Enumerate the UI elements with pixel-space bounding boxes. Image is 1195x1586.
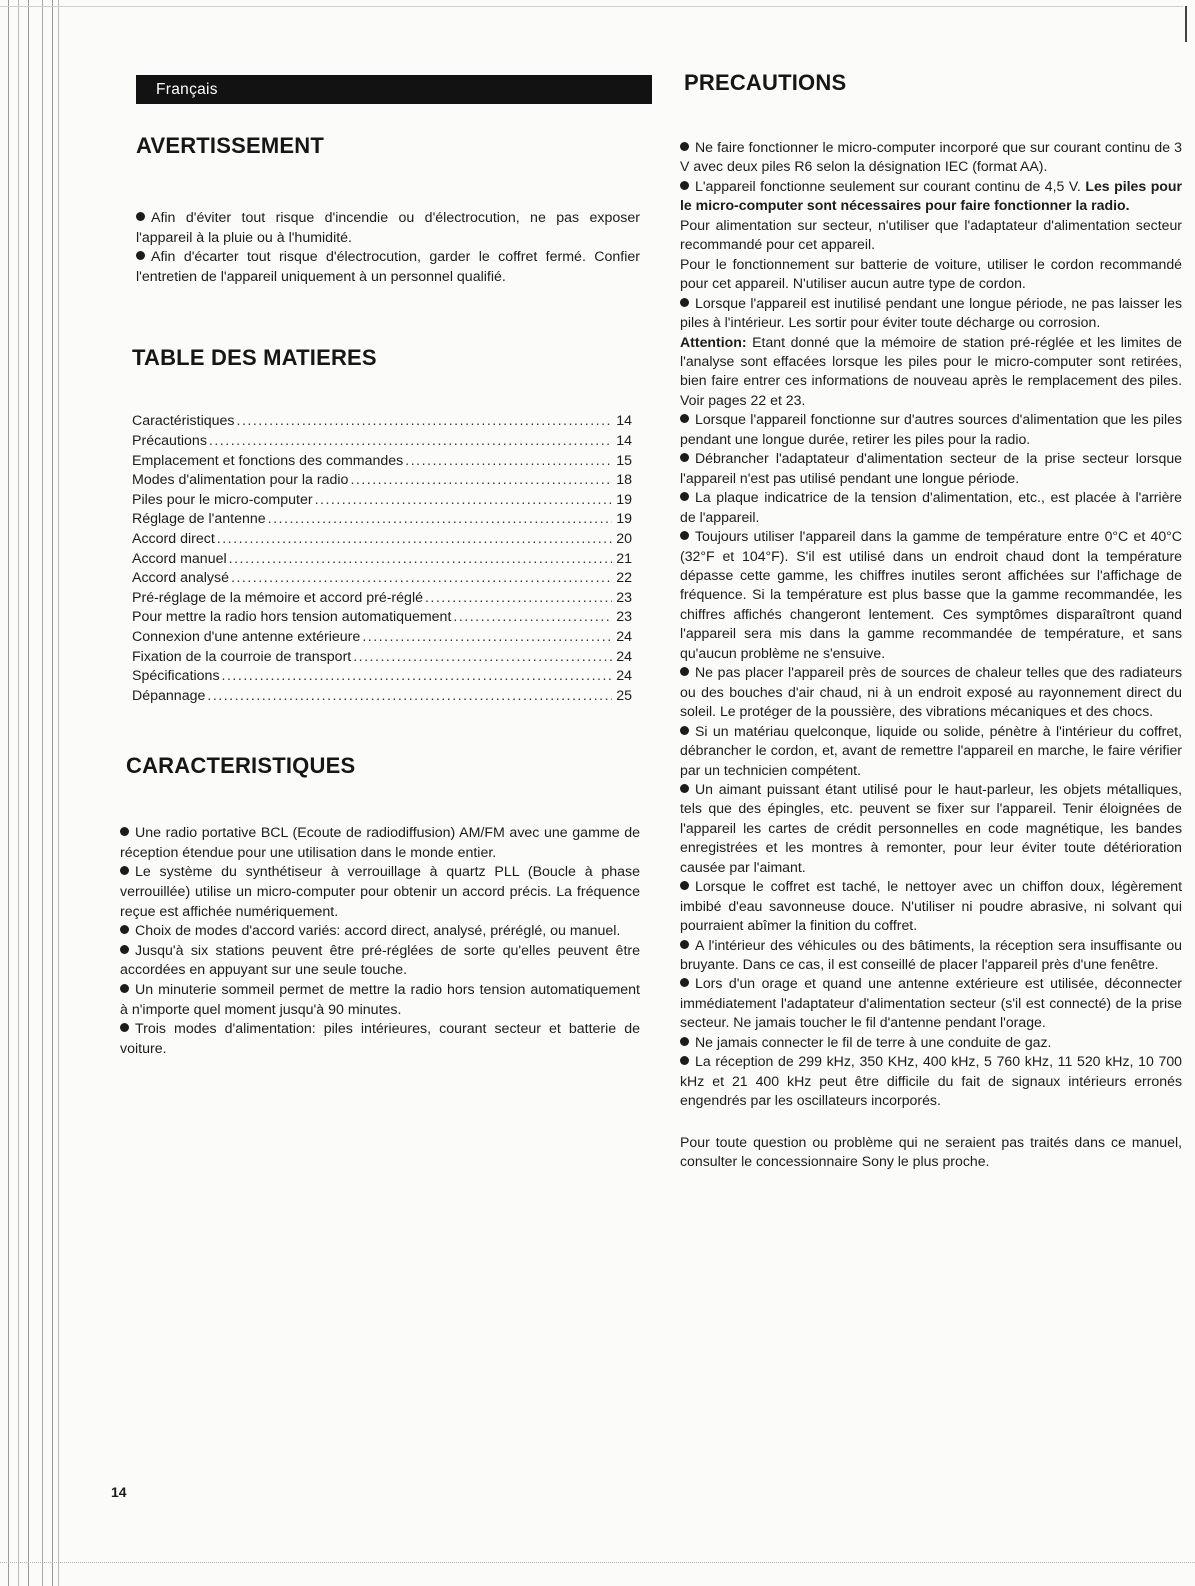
paragraph: Pour le fonctionnement sur batterie de voiture, utiliser le cordon recommandé pour cet appareil. N'utiliser aucun autre type de cordon. [680,255,1182,292]
toc-entry-label: Accord manuel [132,550,227,567]
toc-page-number: 14 [616,432,632,449]
left-column [120,75,640,1059]
toc-page-number: 25 [616,687,632,704]
toc-page-number: 19 [616,491,632,508]
bullet-icon [680,1056,689,1065]
avertissement-title: AVERTISSEMENT [136,133,324,158]
paragraph: Débrancher l'adaptateur d'alimentation secteur de la prise secteur lorsque l'appareil n'est pas utilisé pendant une longue période. [680,450,1182,486]
paragraph: Lorsque l'appareil est inutilisé pendant une longue période, ne pas laisser les piles à l'intérieur. Les sortir pour éviter toute décharge ou corrosion. [680,294,1182,331]
paragraph: Un aimant puissant étant utilisé pour le haut-parleur, les objets métalliques, tels que des épingles, etc. peuvent se fixer sur l'appareil. Tenir éloignées de l'appareil les cartes de crédit personnelles en code magnétique, les bandes enregistrées et les montres à remonter, pour leur éviter toute détérioration causée par l'aimant. [680,780,1182,875]
paragraph: Lorsque le coffret est taché, le nettoyer avec un chiffon doux, légèrement imbibé d'eau savonneuse douce. N'utiliser ni poudre abrasive, ni solvant qui pourraient abîmer la finition du coffret. [680,878,1182,934]
paragraph: Un minuterie sommeil permet de mettre la radio hors tension automatiquement à n'importe quel moment jusqu'à 90 minutes. [120,982,640,1018]
toc-row [132,628,632,648]
toc-page-number: 20 [616,530,632,547]
right-column [676,70,1182,1172]
table-of-contents-section [120,345,640,706]
paragraph: Jusqu'à six stations peuvent être pré-réglées de sorte qu'elles peuvent être accordées en appuyant sur une seule touche. [120,942,640,979]
paragraph: Ne faire fonctionner le micro-computer incorporé que sur courant continu de 3 V avec deux piles R6 selon la désignation IEC (format AA). [680,139,1182,175]
toc-leader-dots [209,432,612,452]
toc-entry-label: Caractéristiques [132,413,235,430]
toc-entry-label: Réglage de l'antenne [132,511,266,528]
paragraph: Trois modes d'alimentation: piles intérieures, courant secteur et batterie de voiture. [120,1021,640,1057]
toc-leader-dots [425,589,612,609]
paragraph: La réception de 299 kHz, 350 KHz, 400 kHz, 5 760 kHz, 11 520 kHz, 10 700 kHz et 21 400 kHz peut être difficile du fait de signaux intérieurs erronés engendrés par les oscillateurs incorporés. [680,1053,1182,1109]
caracteristiques-section [120,753,640,1059]
paragraph: Si un matériau quelconque, liquide ou solide, pénètre à l'intérieur du coffret, débrancher le cordon, et, avant de remettre l'appareil en marche, le faire vérifier par un technicien compétent. [680,722,1182,778]
bullet-icon [680,453,689,462]
toc-page-number: 23 [616,609,632,626]
avertissement-section [120,133,640,287]
page-number: 14 [111,1484,127,1500]
toc-row [132,608,632,628]
bullet-icon [680,940,689,949]
bullet-icon [136,251,145,260]
bullet-icon [680,298,689,307]
toc-entry-label: Piles pour le micro-computer [132,491,313,508]
toc-leader-dots [405,452,612,472]
toc-row [132,530,632,550]
bold-note: Les piles pour le micro-computer sont nécessaires pour faire fonctionner la radio. [680,177,1183,214]
paragraph: Une radio portative BCL (Ecoute de radiodiffusion) AM/FM avec une gamme de réception étendue pour une utilisation dans le monde entier. [120,825,640,861]
toc-page-number: 24 [616,668,632,685]
paragraph: A l'intérieur des véhicules ou des bâtiments, la réception sera insuffisante ou bruyante. Dans ce cas, il est conseillé de placer l'appareil près d'une fenêtre. [680,936,1182,973]
toc-entry-label: Pour mettre la radio hors tension automatiquement [132,609,452,626]
toc-row [132,452,632,472]
bullet-icon [680,881,689,890]
paragraph: Choix de modes d'accord variés: accord direct, analysé, préréglé, ou manuel. [120,922,640,942]
toc-row [132,550,632,570]
toc-page-number: 23 [616,589,632,606]
binding-edge [0,0,62,1586]
toc-page-number: 21 [616,550,632,567]
toc-entry-label: Accord direct [132,530,215,547]
paragraph: L'appareil fonctionne seulement sur courant continu de 4,5 V. Les piles pour le micro-computer sont nécessaires pour faire fonctionner la radio. [680,177,1183,214]
bullet-icon [120,984,129,993]
bullet-icon [680,726,689,735]
bullet-icon [120,945,129,954]
paragraph: Afin d'éviter tout risque d'incendie ou d'électrocution, ne pas exposer l'appareil à la pluie ou à l'humidité. [136,210,640,246]
toc-leader-dots [362,628,612,648]
toc-row [132,510,632,530]
attention-paragraph: Attention: Etant donné que la mémoire de station pré-réglée et les limites de l'analyse sont effacées lorsque les piles pour le micro-computer sont retirées, bien faire entrer ces informations de nouveau après le remplacement des piles. Voir pages 22 et 23. [680,333,1182,408]
scan-bottom-edge [0,1562,1195,1563]
bullet-icon [680,531,689,540]
paragraph: Lorsque l'appareil fonctionne sur d'autres sources d'alimentation que les piles pendant une longue durée, retirer les piles pour la radio. [680,411,1182,447]
toc-page-number: 18 [616,472,632,489]
toc-entry-label: Précautions [132,432,207,449]
bullet-icon [680,978,689,987]
precautions-title: PRECAUTIONS [684,70,847,95]
toc-row [132,648,632,668]
paragraph: Ne jamais connecter le fil de terre à une conduite de gaz. [680,1033,1182,1052]
language-header-bar: Français [136,75,652,104]
bullet-icon [120,1023,129,1032]
toc-row [132,687,632,707]
scan-corner-mark [1181,6,1187,42]
toc-page-number: 15 [616,452,632,469]
bullet-icon [120,827,129,836]
toc-leader-dots [353,648,612,668]
attention-label: Attention: [680,333,747,350]
bullet-icon [136,212,145,221]
paragraph: Le système du synthétiseur à verrouillage à quartz PLL (Boucle à phase verrouillée) utilise un micro-computer pour obtenir un accord précis. La fréquence reçue est affichée numériquement. [120,864,640,920]
bullet-icon [680,142,689,151]
bullet-icon [680,181,689,190]
toc-row [132,471,632,491]
toc-page-number: 24 [616,648,632,665]
paragraph: La plaque indicatrice de la tension d'alimentation, etc., est placée à l'arrière de l'appareil. [680,489,1182,525]
bullet-icon [680,414,689,423]
toc-entry-label: Spécifications [132,668,220,685]
toc-leader-dots [222,667,612,687]
bullet-icon [680,784,689,793]
toc-leader-dots [350,471,612,491]
toc-row [132,491,632,511]
toc-row [132,569,632,589]
paragraph: Lors d'un orage et quand une antenne extérieure est utilisée, déconnecter immédiatement l'adaptateur d'alimentation secteur (s'il est connecté) de la prise secteur. Ne jamais toucher le fil d'antenne pendant l'orage. [680,975,1182,1031]
paragraph: Toujours utiliser l'appareil dans la gamme de température entre 0°C et 40°C (32°F et 104°F). S'il est utilisé dans un endroit chaud dont la température dépasse cette gamme, les chiffres inutiles seront affichées sur l'affichage de fréquence. Si la température est plus basse que la gamme recommandée, les chiffres affichés changeront lentement. Ces symptômes disparaîtront quand l'appareil sera mis dans la gamme recommandée de température, et sans qu'aucun problème ne s'ensuive. [680,528,1182,661]
precautions-body [680,138,1182,1172]
toc-row [132,412,632,432]
closing-paragraph: Pour toute question ou problème qui ne seraient pas traités dans ce manuel, consulter le concessionnaire Sony le plus proche. [680,1133,1182,1170]
toc-row [132,667,632,687]
toc-leader-dots [207,687,612,707]
toc-entry-label: Pré-réglage de la mémoire et accord pré-réglé [132,589,423,606]
toc-leader-dots [237,412,612,432]
toc-page-number: 19 [616,511,632,528]
toc-entry-label: Fixation de la courroie de transport [132,648,352,665]
toc-page-number: 24 [616,628,632,645]
toc-list [132,412,640,706]
toc-leader-dots [217,530,612,550]
paragraph: Ne pas placer l'appareil près de sources de chaleur telles que des radiateurs ou des bouches d'air chaud, ni à un endroit exposé au rayonnement direct du soleil. Le protéger de la poussière, des vibrations mécaniques et des chocs. [680,664,1182,720]
toc-leader-dots [268,510,612,530]
paragraph: Afin d'écarter tout risque d'électrocution, garder le coffret fermé. Confier l'entretien de l'appareil uniquement à un personnel qualifié. [136,249,640,285]
scan-top-edge [0,6,1183,7]
bullet-icon [120,866,129,875]
toc-page-number: 14 [616,413,632,430]
bullet-icon [680,1037,689,1046]
toc-title: TABLE DES MATIERES [132,345,377,371]
toc-row [132,432,632,452]
toc-page-number: 22 [616,570,632,587]
toc-leader-dots [453,608,612,628]
bullet-icon [680,667,689,676]
paragraph: Pour alimentation sur secteur, n'utiliser que l'adaptateur d'alimentation secteur recommandé pour cet appareil. [680,216,1182,253]
caracteristiques-title: CARACTERISTIQUES [126,753,356,779]
bullet-icon [680,492,689,501]
toc-entry-label: Modes d'alimentation pour la radio [132,472,349,489]
toc-entry-label: Emplacement et fonctions des commandes [132,452,404,469]
toc-entry-label: Accord analysé [132,570,229,587]
bullet-icon [120,925,129,934]
toc-leader-dots [315,491,612,511]
toc-leader-dots [231,569,612,589]
toc-leader-dots [229,550,612,570]
toc-entry-label: Connexion d'une antenne extérieure [132,628,361,645]
toc-entry-label: Dépannage [132,687,206,704]
toc-row [132,589,632,609]
